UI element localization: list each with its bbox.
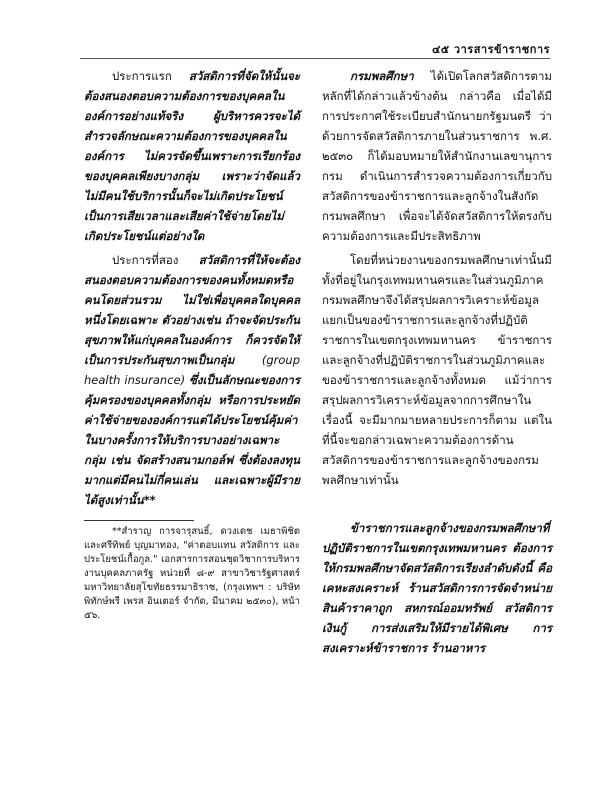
left-paragraph-1-lead: ประการแรก <box>112 69 172 83</box>
left-paragraph-2-emphasis: สวัสดิการที่ให้จะต้องสนองตอบความต้องการของคนทั้งหมดหรือคนโดยส่วนรวม ไม่ใช่เพื่อบุคคลใดบุคคลหนึ่งโดยเฉพาะ ตัวอย่างเช่น ถ้าจะจัดประกันสุขภาพให้แก่บุคคลในองค์การ ก็ควรจัดให้เป็นการประกันสุขภาพเป็นกลุ่ม <box>84 253 300 367</box>
header-rule <box>80 58 550 59</box>
left-paragraph-2-tail: ซึ่งเป็นลักษณะของการคุ้มครองของบุคคลทั้งกลุ่ม หรือการประหยัดค่าใช้จ่ายขององค์การแต่ได้ประโยชน์คุ้มค่า ในบางครั้งการให้บริการบางอย่างเฉพาะกลุ่ม เช่น จัดสร้างสนามกอล์ฟ ซึ่งต้องลงทุนมากแต่มีคนไม่กี่คนเล่น และเฉพาะผู้มีรายได้สูงเท่านั้น** <box>84 373 300 507</box>
left-paragraph-2 <box>84 250 300 510</box>
left-paragraph-1-emphasis: สวัสดิการที่จัดให้นั้นจะต้องสนองตอบความต้องการของบุคคลในองค์การอย่างแท้จริง ผู้บริหารควรจะได้สำรวจลักษณะความต้องการของบุคคลในองค์การ ไม่ควรจัดขึ้นเพราะการเรียกร้องของบุคคลเพียงบางกลุ่ม เพราะว่าจัดแล้วไม่มีคนใช้บริการนั้นก็จะไม่เกิดประโยชน์เป็นการเสียเวลาและเสียค่าใช้จ่ายโดยไม่เกิดประโยชน์แต่อย่างใด <box>84 69 300 243</box>
running-header: ๔๕ วารสารข้าราชการ <box>431 43 550 56</box>
right-paragraph-1-emphasis: กรมพลศึกษา <box>350 69 414 83</box>
right-column <box>322 66 552 662</box>
left-column <box>84 66 300 627</box>
right-paragraph-1 <box>322 66 552 246</box>
left-paragraph-2-lead: ประการที่สอง <box>112 253 179 267</box>
left-paragraph-1 <box>84 66 300 246</box>
paragraph-gap <box>322 494 552 518</box>
right-paragraph-3: ข้าราชการและลูกจ้างของกรมพลศึกษาที่ปฏิบัติราชการในเขตกรุงเทพมหานคร ต้องการให้กรมพลศึกษาจัดสวัสดิการเรียงลำดับดังนี้ คือ เคหะสงเคราะห์ ร้านสวัสดิการการจัดจำหน่ายสินค้าราคาถูก สหกรณ์ออมทรัพย์ สวัสดิการเงินกู้ การส่งเสริมให้มีรายได้พิเศษ การสงเคราะห์ข้าราชการ ร้านอาหาร <box>322 521 552 655</box>
right-paragraph-1-text: ได้เปิดโลกสวัสดิการตามหลักที่ได้กล่าวแล้วข้างต้น กล่าวคือ เมื่อได้มีการประกาศใช้ระเบียบสำนักนายกรัฐมนตรี ว่าด้วยการจัดสวัสดิการภายในส่วนราชการ พ.ศ. ๒๕๓๐ ก็ได้มอบหมายให้สำนักงานเลขานุการกรม ดำเนินการสำรวจความต้องการเกี่ยวกับสวัสดิการของข้าราชการและลูกจ้างในสังกัดกรมพลศึกษา เพื่อจะได้จัดสวัสดิการให้ตรงกับความต้องการและมีประสิทธิภาพ <box>322 69 552 243</box>
right-paragraph-2: โดยที่หน่วยงานของกรมพลศึกษาเท่านั้นมีทั้งที่อยู่ในกรุงเทพมหานครและในส่วนภูมิภาค กรมพลศึกษาจึงได้สรุปผลการวิเคราะห์ข้อมูลแยกเป็นของข้าราชการและลูกจ้างที่ปฏิบัติราชการในเขตกรุงเทพมหานคร ข้าราชการและลูกจ้างที่ปฏิบัติราชการในส่วนภูมิภาคและของข้าราชการและลูกจ้างทั้งหมด แม้ว่าการสรุปผลการวิเคราะห์ข้อมูลจากการศึกษาในเรื่องนี้ จะมีมากมายหลายประการก็ตาม แต่ในที่นี้จะขอกล่าวเฉพาะความต้องการด้านสวัสดิการของข้าราชการและลูกจ้างของกรมพลศึกษาเท่านั้น <box>322 253 552 487</box>
left-paragraph-2-english-term: (group health insurance) <box>84 353 300 387</box>
footnote: **สำราญ การจารุสนธิ์, ดวงเดช เมธาพิชิต และศรีทิพย์ บุญมาทอง, "ค่าตอบแทน สวัสดิการ และประโยชน์เกื้อกูล." เอกสารการสอนชุดวิชาการบริหารงานบุคคลภาครัฐ หน่วยที่ ๘-๙ สาขาวิชารัฐศาสตร์ มหาวิทยาลัยสุโขทัยธรรมาธิราช, (กรุงเทพฯ : บริษัทพิทักษ์พรี เพรส อินเตอร์ จำกัด, มีนาคม ๒๕๓๐), หน้า ๕๖. <box>84 526 300 621</box>
footnote-rule <box>84 520 194 521</box>
